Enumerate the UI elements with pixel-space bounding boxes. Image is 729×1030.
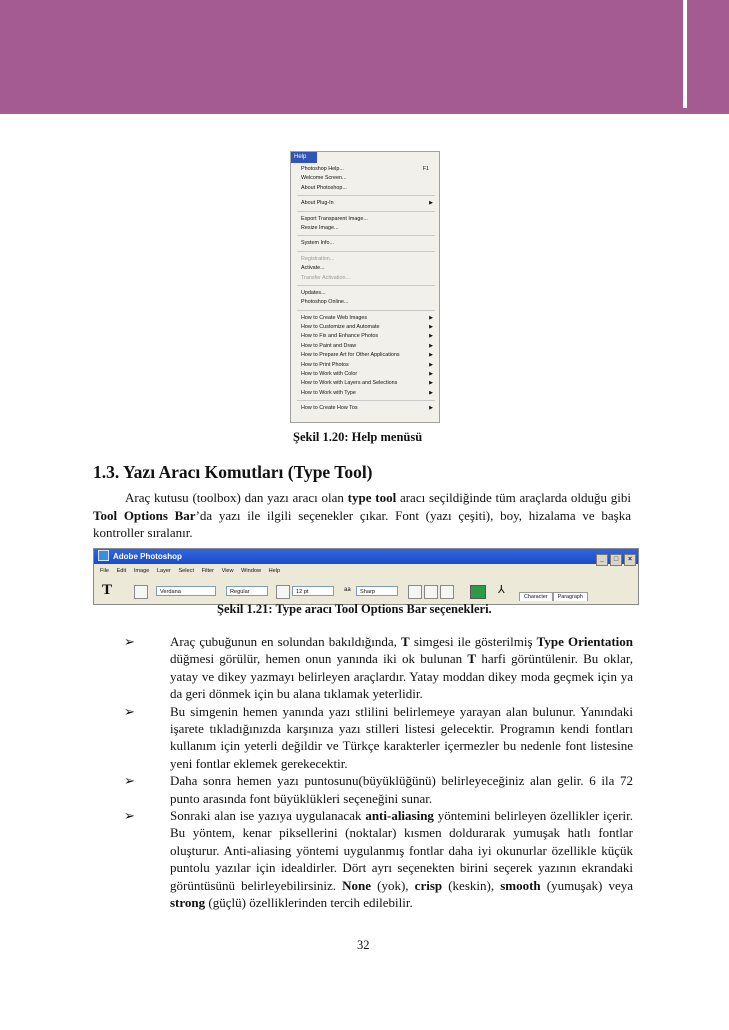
submenu-arrow-icon: ▶ [429, 361, 433, 368]
submenu-arrow-icon: ▶ [429, 352, 433, 359]
help-menu-item[interactable] [297, 224, 435, 233]
close-button[interactable]: × [624, 554, 636, 566]
font-size-icon [276, 585, 290, 599]
bullet-arrow-icon: ➢ [124, 808, 135, 824]
help-menu-item[interactable] [297, 361, 435, 370]
intro-text-1: Araç kutusu (toolbox) dan yazı aracı olan [125, 490, 348, 505]
b4-bold-strong: strong [170, 895, 206, 911]
bullet-item-3 [118, 772, 633, 807]
menu-separator [297, 211, 435, 212]
b3-text: Daha sonra hemen yazı puntosunu(büyüklüğünü) belirleyeceğiniz alan gelir. 6 ila 72 punto arasında font büyüklükleri seçeneğini sunar. [170, 773, 633, 806]
align-right-icon[interactable] [440, 585, 454, 599]
menu-window[interactable]: Window [241, 568, 262, 574]
help-menu-item[interactable] [297, 298, 435, 307]
b2-text: Bu simgenin hemen yanında yazı stlilini belirlemeye yarayan alan bulunur. Yanındaki işarete tıkladığınızda karşınıza yazı stilleri listesi gelecektir. Programın kendi fontları kullanım için yeterli değildir ve Türkçe karakterler içermezler bu nedenle font listesine yeni fontlar eklemek gerekecektir. [170, 703, 633, 771]
intro-text-3: ’da yazı ile ilgili seçenekler çıkar. Font (yazı çeşiti), boy, hizalama ve başka kontroller sıralanır. [93, 507, 631, 540]
help-menu-item[interactable] [297, 351, 435, 360]
help-menu-item-label: Resize Image... [301, 224, 339, 231]
photoshop-title: Adobe Photoshop [113, 552, 182, 561]
bullet-item-1 [118, 633, 633, 703]
help-menu-item[interactable] [297, 370, 435, 379]
help-menu-item[interactable] [297, 239, 435, 248]
submenu-arrow-icon: ▶ [429, 200, 433, 207]
photoshop-app-icon [98, 550, 109, 561]
b4-text-4: (keskin), [442, 877, 501, 893]
help-menu-item-label: System Info... [301, 240, 334, 247]
header-banner-tab [683, 0, 729, 108]
help-menu-item[interactable] [297, 314, 435, 323]
b4-bold-crisp: crisp [414, 877, 443, 893]
menu-filter[interactable]: Filter [201, 568, 214, 574]
menu-edit[interactable]: Edit [116, 568, 127, 574]
submenu-arrow-icon: ▶ [429, 389, 433, 396]
menu-separator [297, 251, 435, 252]
menu-view[interactable]: View [221, 568, 234, 574]
font-family-select[interactable]: Verdana [156, 586, 216, 596]
figure-caption-1-20: Şekil 1.20: Help menüsü [293, 430, 423, 444]
help-menu-item-label: How to Create How Tos [301, 405, 358, 412]
b1-text-4: harfi görüntülenir. Bu oklar, yatay ve dikey yazmayı belirleyen araçlardır. Yatay moddan dikey moda geçmek için ya da geri dönmek için bu alana tıklamak yeterlidir. [170, 651, 633, 702]
bullet-item-4 [118, 807, 633, 911]
b4-text-5: (yumuşak) veya [540, 877, 633, 893]
bullet-arrow-icon: ➢ [124, 773, 135, 789]
menu-separator [297, 310, 435, 311]
figure-caption-1-21: Şekil 1.21: Type aracı Tool Options Bar seçenekleri. [217, 602, 492, 616]
help-menu-item[interactable] [297, 184, 435, 193]
tab-paragraph[interactable]: Paragraph [553, 592, 588, 601]
align-left-icon[interactable] [408, 585, 422, 599]
help-menu-item-label: How to Print Photos [301, 361, 349, 368]
photoshop-window-screenshot [93, 548, 639, 605]
help-menu-item-label: How to Paint and Draw [301, 342, 357, 349]
help-menu-item[interactable] [297, 264, 435, 273]
maximize-button[interactable]: □ [610, 554, 622, 566]
submenu-arrow-icon: ▶ [429, 380, 433, 387]
minimize-button[interactable]: _ [596, 554, 608, 566]
tool-options-bar [94, 578, 638, 603]
menu-separator [297, 285, 435, 286]
font-style-select[interactable]: Regular [226, 586, 268, 596]
menu-separator [297, 195, 435, 196]
help-menu-item[interactable] [297, 332, 435, 341]
help-menu-item-label: How to Customize and Automate [301, 324, 380, 331]
help-menu-item[interactable] [297, 342, 435, 351]
bullet-list [118, 633, 633, 912]
help-menu-item[interactable] [297, 199, 435, 208]
help-menu-item[interactable] [297, 323, 435, 332]
help-menu-item-label: Photoshop Online... [301, 299, 349, 306]
menu-separator [297, 400, 435, 401]
help-menu-item-label: How to Fix and Enhance Photos [301, 333, 379, 340]
submenu-arrow-icon: ▶ [429, 371, 433, 378]
intro-text-2: aracı seçildiğinde tüm araçlarda olduğu gibi [396, 490, 631, 505]
help-menu-item [297, 274, 435, 283]
b1-text-3: düğmesi görülür, hemen onun yanında iki ok bulunan [170, 651, 468, 667]
help-menu-item[interactable] [297, 174, 435, 183]
help-menu-item-label: About Photoshop... [301, 184, 347, 191]
b1-text-1: Araç çubuğunun en solundan bakıldığında, [170, 634, 402, 649]
anti-alias-select[interactable]: Sharp [356, 586, 398, 596]
font-size-select[interactable]: 12 pt [292, 586, 334, 596]
help-menu-item-label: Welcome Screen... [301, 175, 347, 182]
header-banner [0, 0, 729, 108]
help-menu-item-label: How to Work with Type [301, 389, 356, 396]
help-menu-title[interactable]: Help [291, 152, 317, 163]
photoshop-menubar [94, 565, 638, 577]
text-color-swatch[interactable] [470, 585, 486, 599]
header-banner-line [0, 108, 729, 114]
help-menu-item-label: Activate... [301, 265, 325, 272]
menu-select[interactable]: Select [178, 568, 194, 574]
bullet-arrow-icon: ➢ [124, 703, 135, 719]
submenu-arrow-icon: ▶ [429, 405, 433, 412]
help-menu-item[interactable] [297, 379, 435, 388]
help-menu-item-label: About Plug-In [301, 200, 334, 207]
b4-text-6: (güçlü) özelliklerinden tercih edilebilir. [205, 895, 413, 911]
b4-text-3: (yok), [371, 877, 415, 893]
bullet-arrow-icon: ➢ [124, 634, 135, 649]
section-heading: 1.3. Yazı Aracı Komutları (Type Tool) [93, 462, 373, 482]
intro-paragraph [93, 489, 631, 542]
help-menu-item[interactable] [297, 404, 435, 413]
help-menu-item[interactable] [297, 215, 435, 224]
help-menu-item-label: How to Work with Color [301, 371, 358, 378]
type-tool-icon[interactable]: T [102, 582, 113, 598]
b1-bold-1: T [401, 634, 410, 649]
help-menu-item-label: Transfer Activation... [301, 274, 350, 281]
align-center-icon[interactable] [424, 585, 438, 599]
photoshop-title-bar [94, 549, 638, 564]
bullet-item-2 [118, 703, 633, 773]
shortcut-label: F1 [422, 166, 429, 172]
menu-separator [297, 235, 435, 236]
b4-text-1: Sonraki alan ise yazıya uygulanacak [170, 808, 366, 824]
submenu-arrow-icon: ▶ [429, 324, 433, 331]
menu-layer[interactable]: Layer [156, 568, 171, 574]
b4-bold-smooth: smooth [500, 877, 541, 893]
help-menu-screenshot [290, 151, 440, 423]
submenu-arrow-icon: ▶ [429, 342, 433, 349]
help-menu-item-label: How to Work with Layers and Selections [301, 380, 398, 387]
b4-bold-anti-aliasing: anti-aliasing [365, 808, 434, 824]
warp-text-icon[interactable]: ⅄ [498, 584, 505, 596]
menu-image[interactable]: Image [133, 568, 150, 574]
intro-bold-type-tool: type tool [347, 490, 397, 505]
menu-help[interactable]: Help [268, 568, 281, 574]
help-menu-item-label: How to Create Web Images [301, 314, 368, 321]
intro-bold-tool-options-bar: Tool Options Bar [93, 507, 196, 523]
b1-bold-2: Type Orientation [536, 634, 633, 649]
help-menu-item-label: Updates... [301, 289, 326, 296]
help-menu-item-label: Registration... [301, 255, 335, 262]
menu-file[interactable]: File [100, 568, 110, 574]
help-menu-item[interactable] [297, 289, 435, 298]
help-menu-item[interactable] [297, 389, 435, 398]
help-menu-item [297, 255, 435, 264]
tab-character[interactable]: Character [519, 592, 553, 601]
submenu-arrow-icon: ▶ [429, 314, 433, 321]
help-menu-item-label: How to Prepare Art for Other Applications [301, 352, 400, 359]
palette-well [519, 592, 588, 601]
page-number: 32 [357, 938, 370, 952]
b1-bold-3: T [467, 651, 477, 667]
b1-text-2: simgesi ile gösterilmiş [409, 634, 537, 649]
window-controls [594, 551, 636, 566]
help-menu-item[interactable] [297, 165, 435, 174]
help-menu-items [297, 165, 435, 414]
b4-bold-none: None [342, 877, 372, 893]
text-orientation-icon[interactable] [134, 585, 148, 599]
submenu-arrow-icon: ▶ [429, 333, 433, 340]
b4-text-2: yöntemini belirleyen özellikler içerir. Bu yöntem, kenar piksellerini (noktalar) kısmen doldurarak yumuşak hatlı fontlar oluşturur. Anti-aliasing yöntemi uygulanmış fontlar daha iyi okunurlar özellikle küçük puntolu yazılar için idealdirler. Dört ayrı seçenekten birini seçerek yazının ekrandaki görüntüsünü belirleyebilirsiniz. [170, 808, 633, 893]
help-menu-item-label: Export Transparent Image... [301, 215, 368, 222]
help-menu-item-label: Photoshop Help... [301, 166, 344, 172]
anti-alias-icon: aa [344, 587, 351, 593]
